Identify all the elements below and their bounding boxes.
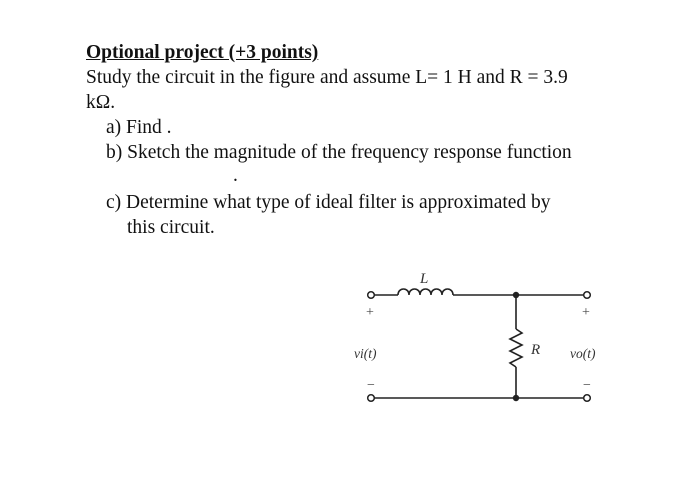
- junction-dot-bottom: [513, 395, 519, 401]
- output-terminal-top: [584, 292, 591, 299]
- input-terminal-bottom: [368, 395, 375, 402]
- item-c-line-1: c) Determine what type of ideal filter is approximated by: [106, 192, 551, 213]
- inductor-coil: [398, 289, 453, 295]
- output-plus-sign: +: [582, 305, 590, 320]
- junction-dot-top: [513, 292, 519, 298]
- input-plus-sign: +: [366, 305, 374, 320]
- resistor-label: R: [531, 342, 541, 358]
- resistor-zigzag: [510, 329, 522, 367]
- item-b-dot: .: [233, 165, 238, 186]
- project-title: Optional project (+3 points): [86, 42, 319, 63]
- output-minus-sign: −: [583, 378, 591, 393]
- input-voltage-label: vi(t): [354, 346, 377, 361]
- item-b: b) Sketch the magnitude of the frequency response function: [106, 142, 572, 163]
- input-minus-sign: −: [367, 378, 375, 393]
- intro-line-2: kΩ.: [86, 92, 116, 113]
- output-voltage-label: vo(t): [570, 346, 596, 361]
- input-terminal-top: [368, 292, 375, 299]
- intro-line-1: Study the circuit in the figure and assume L= 1 H and R = 3.9: [86, 67, 568, 88]
- item-a: a) Find .: [106, 117, 172, 138]
- inductor-label: L: [420, 271, 429, 287]
- output-terminal-bottom: [584, 395, 591, 402]
- item-c-line-2: this circuit.: [127, 217, 215, 238]
